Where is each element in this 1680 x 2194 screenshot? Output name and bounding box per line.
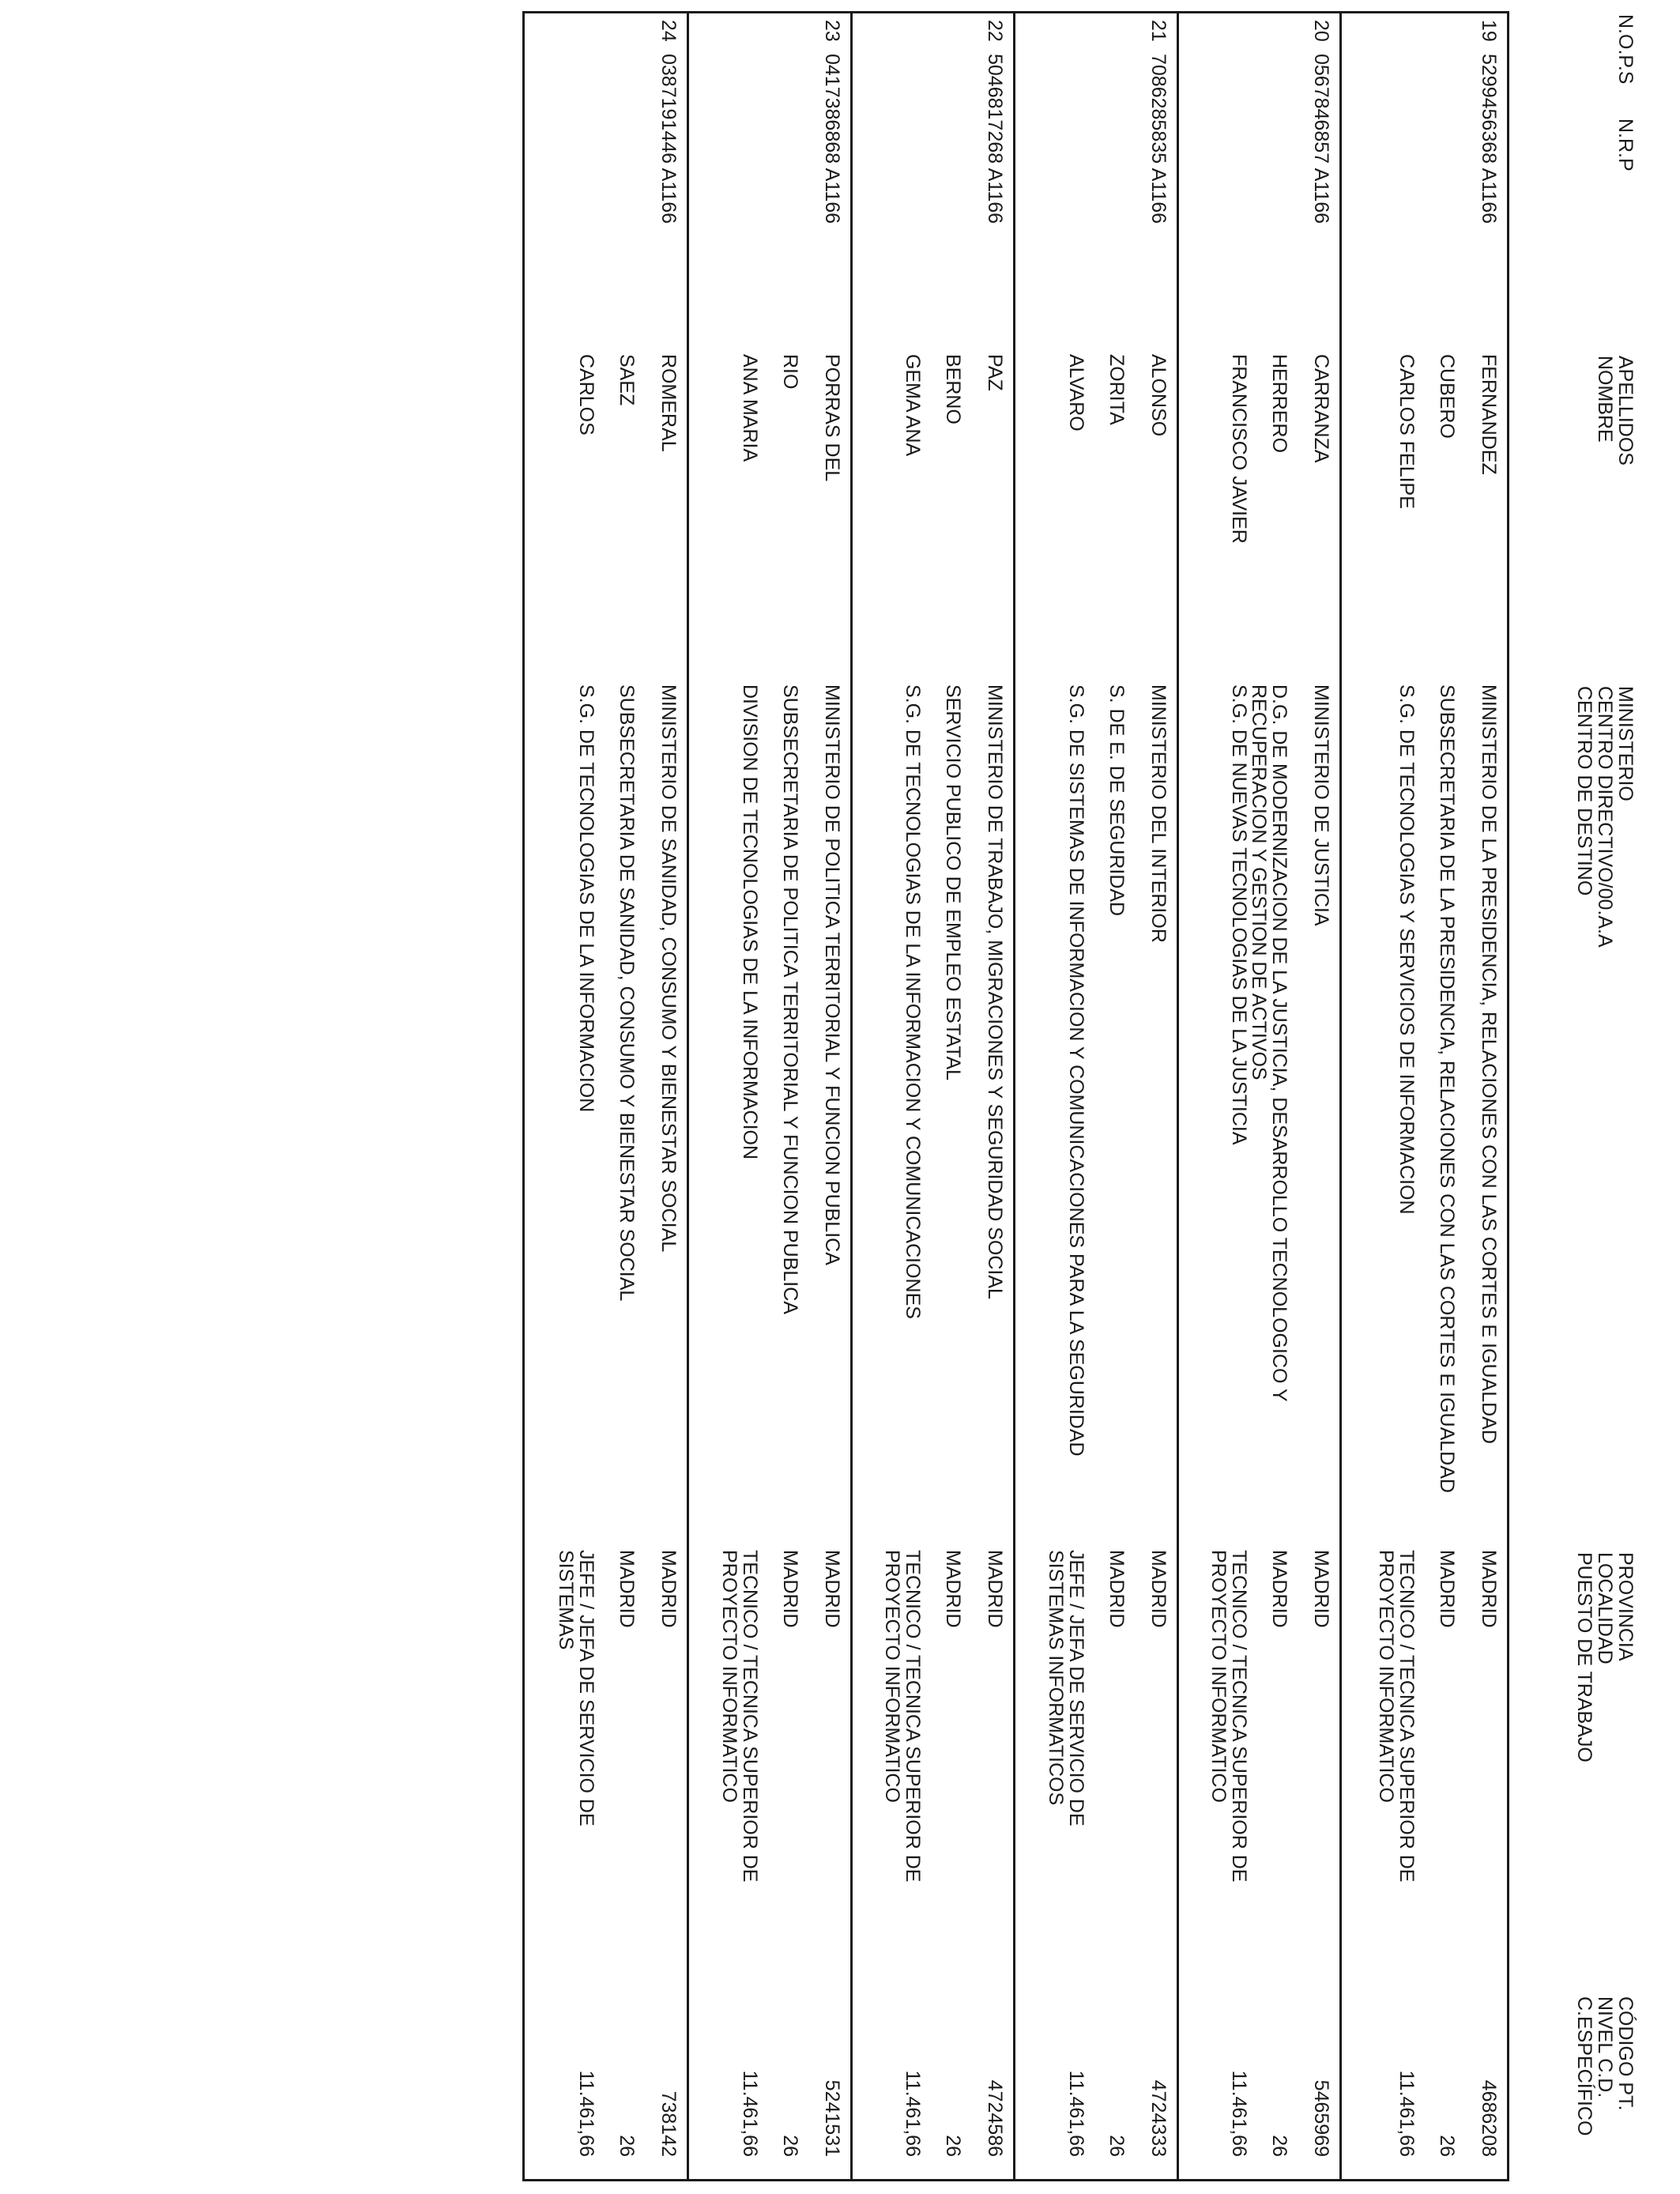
row-nombre: GEMA ANA [902,354,924,457]
header-provincia [1574,1552,1636,1762]
header-apellidos-line: APELLIDOS [1614,356,1637,466]
row-nops: 23 [821,20,843,42]
row-nivel-cd: 26 [1268,2135,1290,2157]
row-localidad: MADRID [942,1550,964,1628]
row-provincia: MADRID [821,1550,843,1628]
row-nombre: ANA MARIA [739,354,761,462]
header-nops [1615,14,1636,84]
row-nrp: 7086285835 A1166 [1147,54,1170,224]
row-c-especifico: 11.461,66 [902,2070,924,2157]
header-ministerio-line: MINISTERIO [1614,686,1637,801]
row-ministerio: MINISTERIO DE POLITICA TERRITORIAL Y FUNCION PUBLICA [821,684,843,1265]
row-codes [1177,1989,1339,2157]
table-row [1342,13,1507,2179]
row-nrp: 0567846857 A1166 [1310,54,1332,224]
row-location [687,1550,850,1961]
row-nivel-cd: 26 [616,2135,638,2157]
row-centers [522,684,687,1538]
row-provincia: MADRID [1147,1550,1170,1628]
table-row [1015,13,1179,2179]
row-nombre: ALVARO [1065,354,1087,432]
row-nrp: 0417386868 A1166 [821,54,843,224]
row-nops: 21 [1147,20,1170,42]
row-provincia: MADRID [1310,1550,1332,1628]
row-apellido-1: PAZ [984,354,1006,391]
row-centers [1342,684,1507,1538]
row-names [1177,354,1339,639]
row-ministerio: MINISTERIO DE LA PRESIDENCIA, RELACIONES CON LAS CORTES E IGUALDAD [1478,684,1500,1444]
row-nops: 19 [1478,20,1500,42]
header-centro-destino-line: CENTRO DE DESTINO [1573,686,1595,896]
row-nombre: CARLOS [575,354,597,435]
row-centro-directivo: SUBSECRETARIA DE LA PRESIDENCIA, RELACIONES CON LAS CORTES E IGUALDAD [1436,684,1458,1493]
row-location [850,1550,1013,1961]
row-localidad: MADRID [1268,1550,1290,1628]
table-row [1179,13,1342,2179]
row-localidad: MADRID [779,1550,801,1628]
header-nops-label: N.O.P.S [1614,14,1637,85]
row-centers [1013,684,1177,1538]
row-apellido-2: RIO [779,354,801,390]
table-row [525,13,689,2179]
results-table [522,11,1509,2181]
row-nombre: FRANCISCO JAVIER [1228,354,1250,544]
row-provincia: MADRID [1478,1550,1500,1628]
row-c-especifico: 11.461,66 [739,2070,761,2157]
row-nops: 20 [1310,20,1332,42]
row-codigo-pt: 5241531 [821,2079,843,2157]
row-location [1342,1550,1507,1961]
row-nivel-cd: 26 [779,2135,801,2157]
row-centro-directivo: SERVICIO PUBLICO DE EMPLEO ESTATAL [942,684,964,1081]
row-centro-directivo: D.G. DE MODERNIZACION DE LA JUSTICIA, DESARROLLO TECNOLOGICO Y RECUPERACION Y GESTION DE ACTIVOS [1248,684,1290,1402]
header-especifico-line: C.ESPECÍFICO [1573,1996,1595,2136]
row-names [1342,354,1507,639]
row-names [687,354,850,639]
row-centro-destino: S.G. DE SISTEMAS DE INFORMACION Y COMUNICACIONES PARA LA SEGURIDAD [1065,684,1087,1457]
table-row [689,13,853,2179]
row-location [1177,1550,1339,1961]
row-puesto: TECNICO / TECNICA SUPERIOR DE PROYECTO INFORMATICO [1375,1550,1418,1883]
row-centro-destino: S.G. DE TECNOLOGIAS DE LA INFORMACION Y COMUNICACIONES [902,684,924,1319]
row-apellido-1: CARRANZA [1310,354,1332,463]
row-localidad: MADRID [616,1550,638,1628]
row-codes [522,1989,687,2157]
row-puesto: TECNICO / TECNICA SUPERIOR DE PROYECTO INFORMATICO [718,1550,761,1883]
row-puesto: TECNICO / TECNICA SUPERIOR DE PROYECTO INFORMATICO [1207,1550,1250,1883]
row-codes [1013,1989,1177,2157]
row-centro-directivo: S. DE E. DE SEGURIDAD [1106,684,1128,917]
header-nrp [1615,119,1636,172]
row-nrp: 0387191446 A1166 [657,54,680,224]
header-nombre-line: NOMBRE [1594,356,1616,443]
row-codes [850,1989,1013,2157]
header-localidad-line: LOCALIDAD [1594,1552,1616,1664]
row-apellido-2: SAEZ [616,354,638,406]
row-nops: 22 [984,20,1006,42]
header-provincia-line: PROVINCIA [1614,1552,1637,1661]
row-apellido-1: PORRAS DEL [821,354,843,482]
row-localidad: MADRID [1436,1550,1458,1628]
row-apellido-1: ROMERAL [657,354,680,452]
row-c-especifico: 11.461,66 [1065,2070,1087,2157]
header-ministerio [1574,686,1636,948]
row-nivel-cd: 26 [1106,2135,1128,2157]
row-codigo-pt: 4724586 [984,2079,1006,2157]
row-nops: 24 [657,20,680,42]
header-nrp-label: N.R.P [1614,119,1637,172]
row-ministerio: MINISTERIO DE SANIDAD, CONSUMO Y BIENESTAR SOCIAL [657,684,680,1253]
row-codigo-pt: 4724333 [1147,2079,1170,2157]
row-names [522,354,687,639]
row-puesto: JEFE / JEFA DE SERVICIO DE SISTEMAS INFORMATICOS [1045,1550,1087,1826]
row-provincia: MADRID [984,1550,1006,1628]
row-centers [687,684,850,1538]
header-apellidos [1595,356,1636,466]
row-centro-destino: S.G. DE NUEVAS TECNOLOGIAS DE LA JUSTICIA [1228,684,1250,1145]
row-centers [1177,684,1339,1538]
row-centers [850,684,1013,1538]
header-puesto-line: PUESTO DE TRABAJO [1573,1552,1595,1762]
row-names [1013,354,1177,639]
header-codigo-line: CÓDIGO PT. [1614,1996,1637,2111]
row-centro-destino: S.G. DE TECNOLOGIAS DE LA INFORMACION [575,684,597,1113]
row-apellido-1: FERNANDEZ [1478,354,1500,475]
row-apellido-1: ALONSO [1147,354,1170,437]
row-puesto: JEFE / JEFA DE SERVICIO DE SISTEMAS [555,1550,597,1826]
row-nivel-cd: 26 [942,2135,964,2157]
row-nombre: CARLOS FELIPE [1396,354,1418,509]
row-c-especifico: 11.461,66 [1228,2070,1250,2157]
header-codigo [1574,1996,1636,2136]
row-ministerio: MINISTERIO DE TRABAJO, MIGRACIONES Y SEGURIDAD SOCIAL [984,684,1006,1299]
row-centro-directivo: SUBSECRETARIA DE POLITICA TERRITORIAL Y FUNCION PUBLICA [779,684,801,1314]
row-apellido-2: CUBERO [1436,354,1458,439]
header-nivel-line: NIVEL C.D. [1594,1996,1616,2098]
row-location [1013,1550,1177,1961]
row-provincia: MADRID [657,1550,680,1628]
row-nrp: 5046817268 A1166 [984,54,1006,224]
row-c-especifico: 11.461,66 [1396,2070,1418,2157]
row-nivel-cd: 26 [1436,2135,1458,2157]
row-apellido-2: ZORITA [1106,354,1128,425]
row-centro-destino: DIVISION DE TECNOLOGIAS DE LA INFORMACION [739,684,761,1160]
row-apellido-2: HERRERO [1268,354,1290,454]
row-location [522,1550,687,1961]
row-codigo-pt: 5465969 [1310,2079,1332,2157]
row-ministerio: MINISTERIO DEL INTERIOR [1147,684,1170,943]
row-centro-directivo: SUBSECRETARIA DE SANIDAD, CONSUMO Y BIENESTAR SOCIAL [616,684,638,1302]
row-ministerio: MINISTERIO DE JUSTICIA [1310,684,1332,926]
row-codigo-pt: 4686208 [1478,2079,1500,2157]
row-localidad: MADRID [1106,1550,1128,1628]
row-c-especifico: 11.461,66 [575,2070,597,2157]
row-codes [687,1989,850,2157]
row-names [850,354,1013,639]
row-codigo-pt: 738142 [657,2090,680,2157]
row-apellido-2: BERNO [942,354,964,424]
table-row [853,13,1015,2179]
row-puesto: TECNICO / TECNICA SUPERIOR DE PROYECTO INFORMATICO [881,1550,924,1883]
row-centro-destino: S.G. DE TECNOLOGIAS Y SERVICIOS DE INFORMACION [1396,684,1418,1215]
header-centro-directivo-line: CENTRO DIRECTIVO/00.A.A [1594,686,1616,948]
row-nrp: 5299456368 A1166 [1478,54,1500,224]
row-codes [1342,1989,1507,2157]
